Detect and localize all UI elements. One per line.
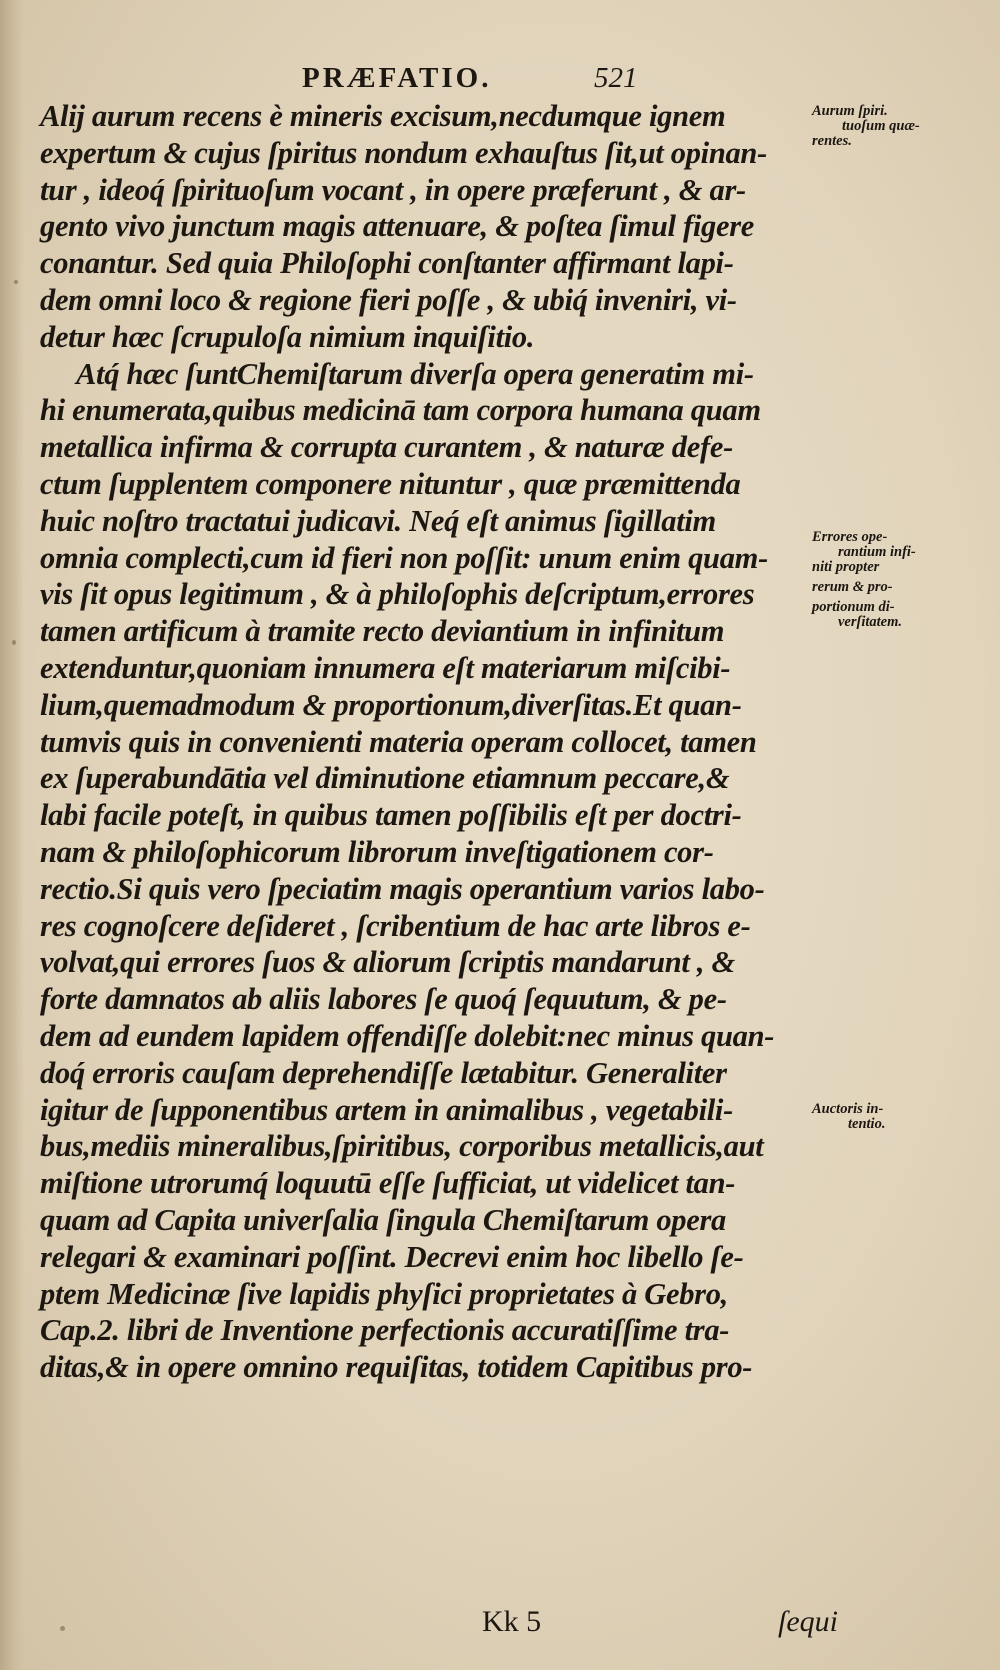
text-line: Atq́ hæc ſuntChemiſtarum diverſa opera generatim mi- — [76, 356, 754, 391]
text-line: tamen artificum à tramite recto deviantium in infinitum — [40, 614, 725, 649]
text-line: hi enumerata,quibus medicinā tam corpora humana quam — [40, 393, 761, 428]
margin-note-line: verſitatem. — [838, 614, 903, 630]
page-number: 521 — [594, 62, 638, 94]
text-line: dem omni loco & regione fieri poſſe , & ubiq́ inveniri, vi- — [40, 282, 737, 317]
text-line: ptem Medicinæ ſive lapidis phyſici proprietates à Gebro, — [40, 1276, 728, 1311]
text-line: labi facile poteſt, in quibus tamen poſſibilis eſt per doctri- — [40, 798, 742, 833]
signature-mark: Kk 5 — [482, 1605, 542, 1638]
margin-note-line: Auctoris in- — [812, 1101, 884, 1117]
text-line: conantur. Sed quia Philoſophi conſtanter affirmant lapi- — [40, 246, 734, 281]
margin-note-line: Errores ope- — [812, 529, 888, 545]
main-text — [40, 98, 810, 1386]
text-line: detur hæc ſcrupuloſa nimium inquiſitio. — [40, 319, 535, 354]
margin-note-line: portionum di- — [812, 599, 895, 615]
text-line: expertum & cujus ſpiritus nondum exhauſtus ſit,ut opinan- — [40, 135, 767, 170]
text-line: Cap.2. libri de Inventione perfectionis accuratiſſime tra- — [40, 1313, 730, 1348]
binding-gutter — [0, 0, 24, 1670]
text-line: rectio.Si quis vero ſpeciatim magis operantium varios labo- — [40, 871, 765, 906]
text-line: lium,quemadmodum & proportionum,diverſitas.Et quan- — [40, 687, 742, 722]
margin-note-auctoris — [812, 1102, 962, 1132]
text-line: forte damnatos ab aliis labores ſe quoq́ ſequutum, & pe- — [40, 982, 727, 1017]
catchword: ſequi — [778, 1605, 838, 1638]
page-footer — [40, 1605, 920, 1645]
margin-note-line: rentes. — [812, 133, 852, 149]
ink-speck — [60, 1626, 65, 1631]
text-line: volvat,qui errores ſuos & aliorum ſcriptis mandarunt , & — [40, 945, 735, 980]
margin-note-line: rerum & pro- — [812, 579, 893, 595]
text-line: tumvis quis in convenienti materia operam collocet, tamen — [40, 724, 757, 759]
text-line: ctum ſupplentem componere nituntur , quæ præmittenda — [40, 466, 741, 501]
text-line: dem ad eundem lapidem offendiſſe dolebit:nec minus quan- — [40, 1018, 775, 1053]
text-line: metallica infirma & corrupta curantem , & naturæ defe- — [40, 430, 733, 465]
text-line: extenduntur,quoniam innumera eſt materiarum miſcibi- — [40, 650, 731, 685]
text-line: tur , ideoq́ ſpirituoſum vocant , in opere præferunt , & ar- — [40, 172, 746, 207]
text-line: igitur de ſupponentibus artem in animalibus , vegetabili- — [40, 1092, 733, 1127]
margin-note-line: tuoſum quæ- — [842, 118, 920, 134]
running-title: PRÆFATIO. — [302, 62, 492, 94]
ink-speck — [12, 640, 16, 645]
text-line: omnia complecti,cum id fieri non poſſit: unum enim quam- — [40, 540, 768, 575]
text-line: relegari & examinari poſſint. Decrevi enim hoc libello ſe- — [40, 1239, 744, 1274]
text-line: res cognoſcere deſideret , ſcribentium de hac arte libros e- — [40, 908, 751, 943]
ink-speck — [14, 280, 18, 284]
text-line: bus,mediis mineralibus,ſpiritibus, corporibus metallicis,aut — [40, 1129, 764, 1164]
text-line: ex ſuperabundātia vel diminutione etiamnum peccare,& — [40, 761, 730, 796]
text-line: huic noſtro tractatui judicavi. Neq́ eſt animus ſigillatim — [40, 503, 716, 538]
margin-note-line: Aurum ſpiri. — [812, 103, 888, 119]
text-line: ditas,& in opere omnino requiſitas, totidem Capitibus pro- — [40, 1350, 753, 1385]
page-header — [302, 62, 922, 102]
margin-note-line: niti propter — [812, 559, 880, 575]
margin-note-line: tentio. — [848, 1116, 886, 1132]
text-line: nam & philoſophicorum librorum inveſtigationem cor- — [40, 834, 714, 869]
margin-note-errores — [812, 530, 962, 630]
margin-note-aurum — [812, 104, 962, 149]
text-line: quam ad Capita univerſalia ſingula Chemiſtarum opera — [40, 1202, 726, 1237]
margin-note-line: rantium infi- — [838, 544, 916, 560]
text-line: doq́ erroris cauſam deprehendiſſe lætabitur. Generaliter — [40, 1055, 727, 1090]
text-line: gento vivo junctum magis attenuare, & poſtea ſimul figere — [40, 209, 755, 244]
text-line: Alij aurum recens è mineris excisum,necdumque ignem — [40, 99, 726, 133]
text-line: vis ſit opus legitimum , & à philoſophis deſcriptum,errores — [40, 577, 755, 612]
text-line: miſtione utrorumq́ loquutū eſſe ſufficiat, ut videlicet tan- — [40, 1166, 736, 1201]
